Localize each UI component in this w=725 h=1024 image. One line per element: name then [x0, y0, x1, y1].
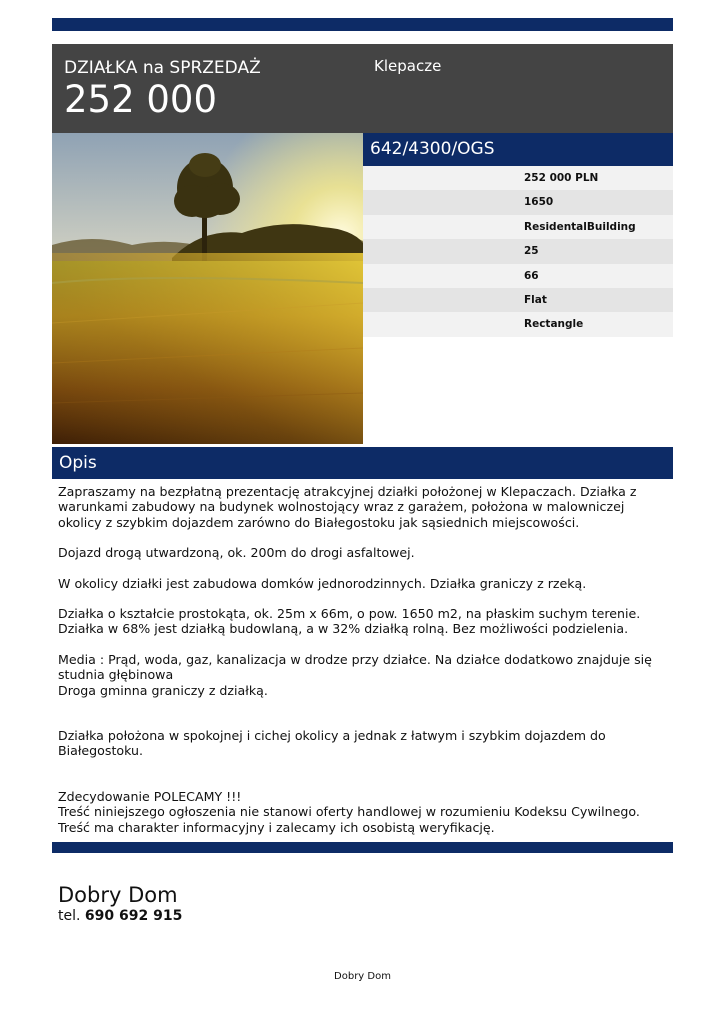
description-paragraph: Media : Prąd, woda, gaz, kanalizacja w drodze przy działce. Na działce dodatkowo znajduje się studnia głębinowa: [58, 651, 652, 683]
bottom-accent-bar: [52, 842, 673, 853]
detail-row-purpose: ResidentalBuilding: [363, 215, 673, 239]
property-photo: [52, 133, 363, 444]
description-paragraph: Droga gminna graniczy z działką.: [58, 682, 268, 698]
phone-label: tel.: [58, 908, 81, 924]
detail-row-width: 25: [363, 239, 673, 263]
description-paragraph: Dojazd drogą utwardzoną, ok. 200m do drogi asfaltowej.: [58, 545, 415, 561]
detail-row-area: 1650: [363, 190, 673, 214]
description-paragraph: Zdecydowanie POLECAMY !!!: [58, 788, 242, 804]
description-paragraph: Działka w 68% jest działką budowlaną, a w 32% działką rolną. Bez możliwości podzielenia.: [58, 621, 629, 637]
detail-row-shape: Rectangle: [363, 312, 673, 336]
listing-type: DZIAŁKA na SPRZEDAŻ: [64, 58, 261, 78]
phone-number[interactable]: 690 692 915: [84, 908, 183, 924]
description-paragraph: W okolicy działki jest zabudowa domków jednorodzinnych. Działka graniczy z rzeką.: [58, 575, 587, 591]
details-panel: [363, 133, 673, 337]
page-footer: Dobry Dom: [334, 971, 391, 982]
description-paragraph: Działka położona w spokojnej i cichej okolicy a jednak z łatwym i szybkim dojazdem do Białegostoku.: [58, 728, 606, 759]
listing-city: Klepacze: [374, 57, 442, 75]
listing-header: [52, 44, 673, 133]
description-text: [58, 484, 670, 835]
reference-number: 642/4300/OGS: [363, 133, 673, 166]
detail-row-price: 252 000 PLN: [363, 166, 673, 190]
description-paragraph: Zapraszamy na bezpłatną prezentację atrakcyjnej działki położonej w Klepaczach. Działka z warunkami zabudowy na budynek wolnostojący wraz z garażem, położona w malowniczej okolicy z szybkim dojazdem zarówno do Białegostoku jak sąsiednich miejscowości.: [58, 484, 637, 530]
description-paragraph: Działka o kształcie prostokąta, ok. 25m x 66m, o pow. 1650 m2, na płaskim suchym terenie.: [58, 606, 641, 622]
agency-phone: [58, 908, 182, 924]
agency-name: Dobry Dom: [58, 883, 178, 907]
disclaimer: Treść niniejszego ogłoszenia nie stanowi oferty handlowej w rozumieniu Kodeksu Cywilnego. Treść ma charakter informacyjny i zalecamy ich osobistą weryfikację.: [58, 804, 640, 835]
top-accent-bar: [52, 18, 673, 31]
detail-row-length: 66: [363, 264, 673, 288]
listing-price: 252 000: [64, 78, 218, 121]
detail-row-terrain: Flat: [363, 288, 673, 312]
agency-contact: [58, 883, 182, 924]
description-heading: Opis: [52, 447, 673, 479]
